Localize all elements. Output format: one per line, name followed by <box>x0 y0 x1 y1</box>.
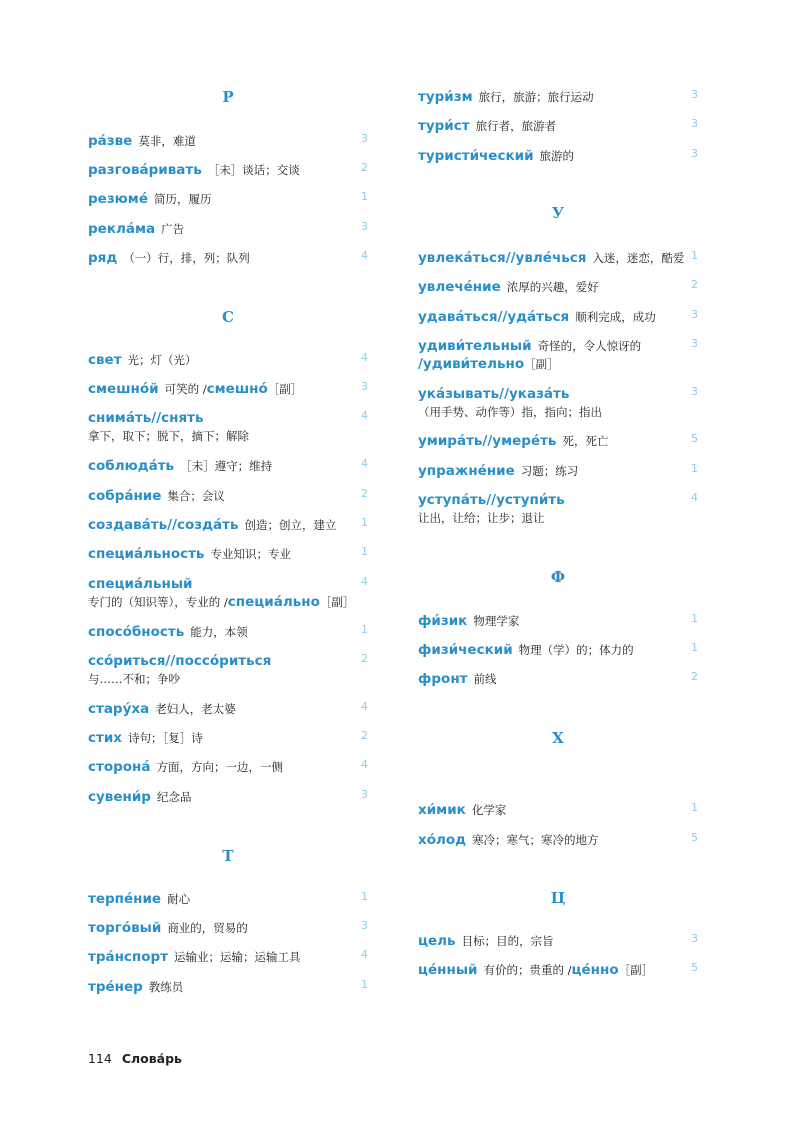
translation: 教练员 <box>148 980 184 994</box>
lesson-number: 2 <box>361 652 368 665</box>
translation: 纪念品 <box>156 790 192 804</box>
lesson-number: 3 <box>361 132 368 145</box>
headword: цель <box>418 933 456 949</box>
headword: тра́нспорт <box>88 949 169 965</box>
section-letter: С <box>222 308 234 326</box>
headword: создава́ть//созда́ть <box>88 517 239 533</box>
lesson-number: 2 <box>361 161 368 174</box>
headword: удава́ться//уда́ться <box>418 309 570 325</box>
headword: умира́ть//умере́ть <box>418 433 557 449</box>
lesson-number: 1 <box>691 462 698 475</box>
headword: разгова́ривать <box>88 162 202 178</box>
entry-line <box>88 698 236 717</box>
entry-line <box>418 610 519 629</box>
lesson-number: 3 <box>361 788 368 801</box>
page-number: 114 <box>88 1051 112 1066</box>
headword: специа́льный <box>88 576 193 592</box>
translation: 耐心 <box>167 892 191 906</box>
headword: ука́зывать//указа́ть <box>418 386 570 402</box>
translation: （一）行，排，列；队列 <box>123 251 250 265</box>
translation: 专门的（知识等），专业的 / <box>88 595 228 609</box>
entry-line <box>418 276 599 295</box>
entry-line <box>418 145 574 164</box>
entry-line <box>418 115 556 134</box>
translation: 可笑的 / <box>164 382 207 396</box>
headword: собра́ние <box>88 488 162 504</box>
lesson-number: 4 <box>361 575 368 588</box>
headword: сувени́р <box>88 789 151 805</box>
entry-line <box>418 383 569 402</box>
lesson-number: 4 <box>691 491 698 504</box>
translation: 与……不和；争吵 <box>88 672 180 686</box>
translation: 光；灯（光） <box>127 353 197 367</box>
translation: 化学家 <box>471 803 507 817</box>
lesson-number: 5 <box>691 961 698 974</box>
headword: ра́зве <box>88 133 133 149</box>
translation: 方面，方向；一边，一侧 <box>156 760 283 774</box>
translation: （用手势、动作等）指，指向；指出 <box>418 405 602 419</box>
lesson-number: 1 <box>691 641 698 654</box>
entry-line-2 <box>88 591 354 610</box>
translation: 商业的，贸易的 <box>167 921 248 935</box>
entry-line <box>88 888 190 907</box>
headword: терпе́ние <box>88 891 162 907</box>
entry-line-2 <box>88 425 249 444</box>
entry-line <box>418 959 653 978</box>
headword: специа́льность <box>88 546 205 562</box>
entry-line <box>88 727 203 746</box>
headword: уступа́ть//уступи́ть <box>418 492 565 508</box>
translation: 创造；创立，建立 <box>244 518 337 532</box>
headword: тре́нер <box>88 979 143 995</box>
entry-line <box>88 407 204 426</box>
headword: удиви́тельный <box>418 338 532 354</box>
entry-line <box>88 514 337 533</box>
headword: ссо́риться//поссо́риться <box>88 653 272 669</box>
headword: тури́зм <box>418 89 473 105</box>
lesson-number: 3 <box>691 385 698 398</box>
part-of-speech-tag: ［副］ <box>267 382 303 396</box>
translation: 旅行，旅游；旅行运动 <box>478 90 594 104</box>
entry-line <box>88 756 283 775</box>
entry-line <box>88 455 272 474</box>
entry-line <box>88 130 196 149</box>
lesson-number: 1 <box>361 545 368 558</box>
headword: соблюда́ть <box>88 458 175 474</box>
lesson-number: 3 <box>361 220 368 233</box>
translation: 莫非，难道 <box>138 134 196 148</box>
lesson-number: 3 <box>361 380 368 393</box>
headword: хо́лод <box>418 832 467 848</box>
headword: сторона́ <box>88 759 151 775</box>
lesson-number: 4 <box>361 948 368 961</box>
entry-line-2 <box>418 401 602 420</box>
lesson-number: 5 <box>691 432 698 445</box>
entry-line <box>418 489 565 508</box>
lesson-number: 4 <box>361 249 368 262</box>
headword: увлече́ние <box>418 279 501 295</box>
entry-line <box>418 668 497 687</box>
adverb-form: /удиви́тельно <box>418 356 525 372</box>
entry-line <box>88 650 271 669</box>
headword: стих <box>88 730 122 746</box>
headword: туристи́ческий <box>418 148 534 164</box>
lesson-number: 4 <box>361 758 368 771</box>
entry-line <box>418 430 608 449</box>
entry-line <box>88 621 248 640</box>
lesson-number: 2 <box>691 278 698 291</box>
part-of-speech-tag: ［副］ <box>319 595 355 609</box>
entry-line <box>418 306 656 325</box>
lesson-number: 2 <box>361 487 368 500</box>
headword: снима́ть//снять <box>88 410 204 426</box>
lesson-number: 2 <box>361 729 368 742</box>
entry-line <box>88 786 191 805</box>
translation: 拿下，取下；脱下，摘下；解除 <box>88 429 249 443</box>
translation: 老妇人，老太婆 <box>155 702 236 716</box>
lesson-number: 4 <box>361 700 368 713</box>
section-letter: У <box>551 204 565 222</box>
lesson-number: 3 <box>691 88 698 101</box>
entry-line <box>418 335 641 354</box>
entry-line <box>88 573 192 592</box>
lesson-number: 1 <box>361 978 368 991</box>
entry-line <box>418 639 634 658</box>
section-letter: Ф <box>550 568 566 586</box>
translation: 能力，本领 <box>190 625 248 639</box>
lesson-number: 1 <box>691 801 698 814</box>
translation: 入迷，迷恋，酷爱 <box>592 251 685 265</box>
lesson-number: 3 <box>691 308 698 321</box>
headword: стару́ха <box>88 701 150 717</box>
translation: ［未］谈话；交谈 <box>207 163 300 177</box>
translation: 物理（学）的；体力的 <box>518 643 634 657</box>
translation: 简历，履历 <box>153 192 212 206</box>
entry-line <box>418 86 594 105</box>
headword: це́нный <box>418 962 478 978</box>
lesson-number: 5 <box>691 831 698 844</box>
entry-line <box>418 829 599 848</box>
lesson-number: 4 <box>361 409 368 422</box>
entry-line <box>88 917 248 936</box>
headword: ряд <box>88 250 118 266</box>
headword: смешно́й <box>88 381 159 397</box>
entry-line <box>88 976 183 995</box>
entry-line-2 <box>418 507 545 526</box>
headword: рекла́ма <box>88 221 156 237</box>
lesson-number: 3 <box>691 932 698 945</box>
part-of-speech-tag: ［副］ <box>618 963 654 977</box>
translation: 物理学家 <box>473 614 520 628</box>
lesson-number: 1 <box>361 623 368 636</box>
adverb-form: це́нно <box>571 962 619 978</box>
entry-line <box>88 946 301 965</box>
headword: спосо́бность <box>88 624 185 640</box>
entry-line <box>88 349 197 368</box>
headword: физи́ческий <box>418 642 513 658</box>
lesson-number: 1 <box>361 190 368 203</box>
translation: 诗句；［复］诗 <box>128 731 203 745</box>
lesson-number: 2 <box>691 670 698 683</box>
headword: фронт <box>418 671 468 687</box>
entry-line <box>418 460 578 479</box>
translation: 运输业；运输；运输工具 <box>174 950 301 964</box>
lesson-number: 4 <box>361 351 368 364</box>
translation: 旅游的 <box>539 149 575 163</box>
lesson-number: 3 <box>361 919 368 932</box>
entry-line <box>88 159 300 178</box>
entry-line <box>418 247 684 266</box>
translation: 浓厚的兴趣，爱好 <box>506 280 599 294</box>
translation: 有价的；贵重的 / <box>483 963 572 977</box>
book-section-title: Слова́рь <box>121 1051 182 1066</box>
translation: 顺利完成，成功 <box>575 310 656 324</box>
entry-line <box>418 930 554 949</box>
translation: ［未］遵守；维持 <box>180 459 273 473</box>
section-letter: Ц <box>550 889 566 907</box>
headword: свет <box>88 352 122 368</box>
lesson-number: 3 <box>691 117 698 130</box>
translation: 旅行者，旅游者 <box>475 119 557 133</box>
translation: 让出，让给；让步；退让 <box>418 511 545 525</box>
headword: хи́мик <box>418 802 466 818</box>
section-letter: Р <box>222 88 234 106</box>
headword: фи́зик <box>418 613 468 629</box>
lesson-number: 3 <box>691 147 698 160</box>
lesson-number: 1 <box>361 890 368 903</box>
entry-line <box>88 543 291 562</box>
translation: 专业知识；专业 <box>210 547 291 561</box>
translation: 目标；目的，宗旨 <box>461 934 554 948</box>
adverb-form: специа́льно <box>227 594 320 610</box>
headword: тури́ст <box>418 118 470 134</box>
lesson-number: 3 <box>691 337 698 350</box>
entry-line <box>88 218 184 237</box>
entry-line <box>88 247 250 266</box>
translation: 寒冷；寒气；寒冷的地方 <box>472 833 599 847</box>
lesson-number: 1 <box>691 249 698 262</box>
part-of-speech-tag: ［副］ <box>524 357 559 371</box>
translation: 习题；练习 <box>520 464 579 478</box>
entry-line <box>88 485 225 504</box>
entry-line <box>88 378 302 397</box>
translation: 集合；会议 <box>167 489 225 503</box>
headword: увлека́ться//увле́чься <box>418 250 587 266</box>
entry-line-2 <box>418 353 559 372</box>
translation: 前线 <box>473 672 497 686</box>
headword: резюме́ <box>88 191 148 207</box>
lesson-number: 1 <box>691 612 698 625</box>
entry-line-2 <box>88 668 180 687</box>
entry-line <box>88 188 211 207</box>
headword: торго́вый <box>88 920 162 936</box>
translation: 死，死亡 <box>562 434 609 448</box>
section-letter: Т <box>222 847 234 865</box>
headword: упражне́ние <box>418 463 515 479</box>
page-footer <box>88 1051 182 1066</box>
lesson-number: 4 <box>361 457 368 470</box>
entry-line <box>418 799 506 818</box>
translation: 广告 <box>161 222 185 236</box>
adverb-form: смешно́ <box>206 381 268 397</box>
section-letter: Х <box>552 729 564 747</box>
lesson-number: 1 <box>361 516 368 529</box>
translation: 奇怪的，令人惊讶的 <box>537 339 642 353</box>
